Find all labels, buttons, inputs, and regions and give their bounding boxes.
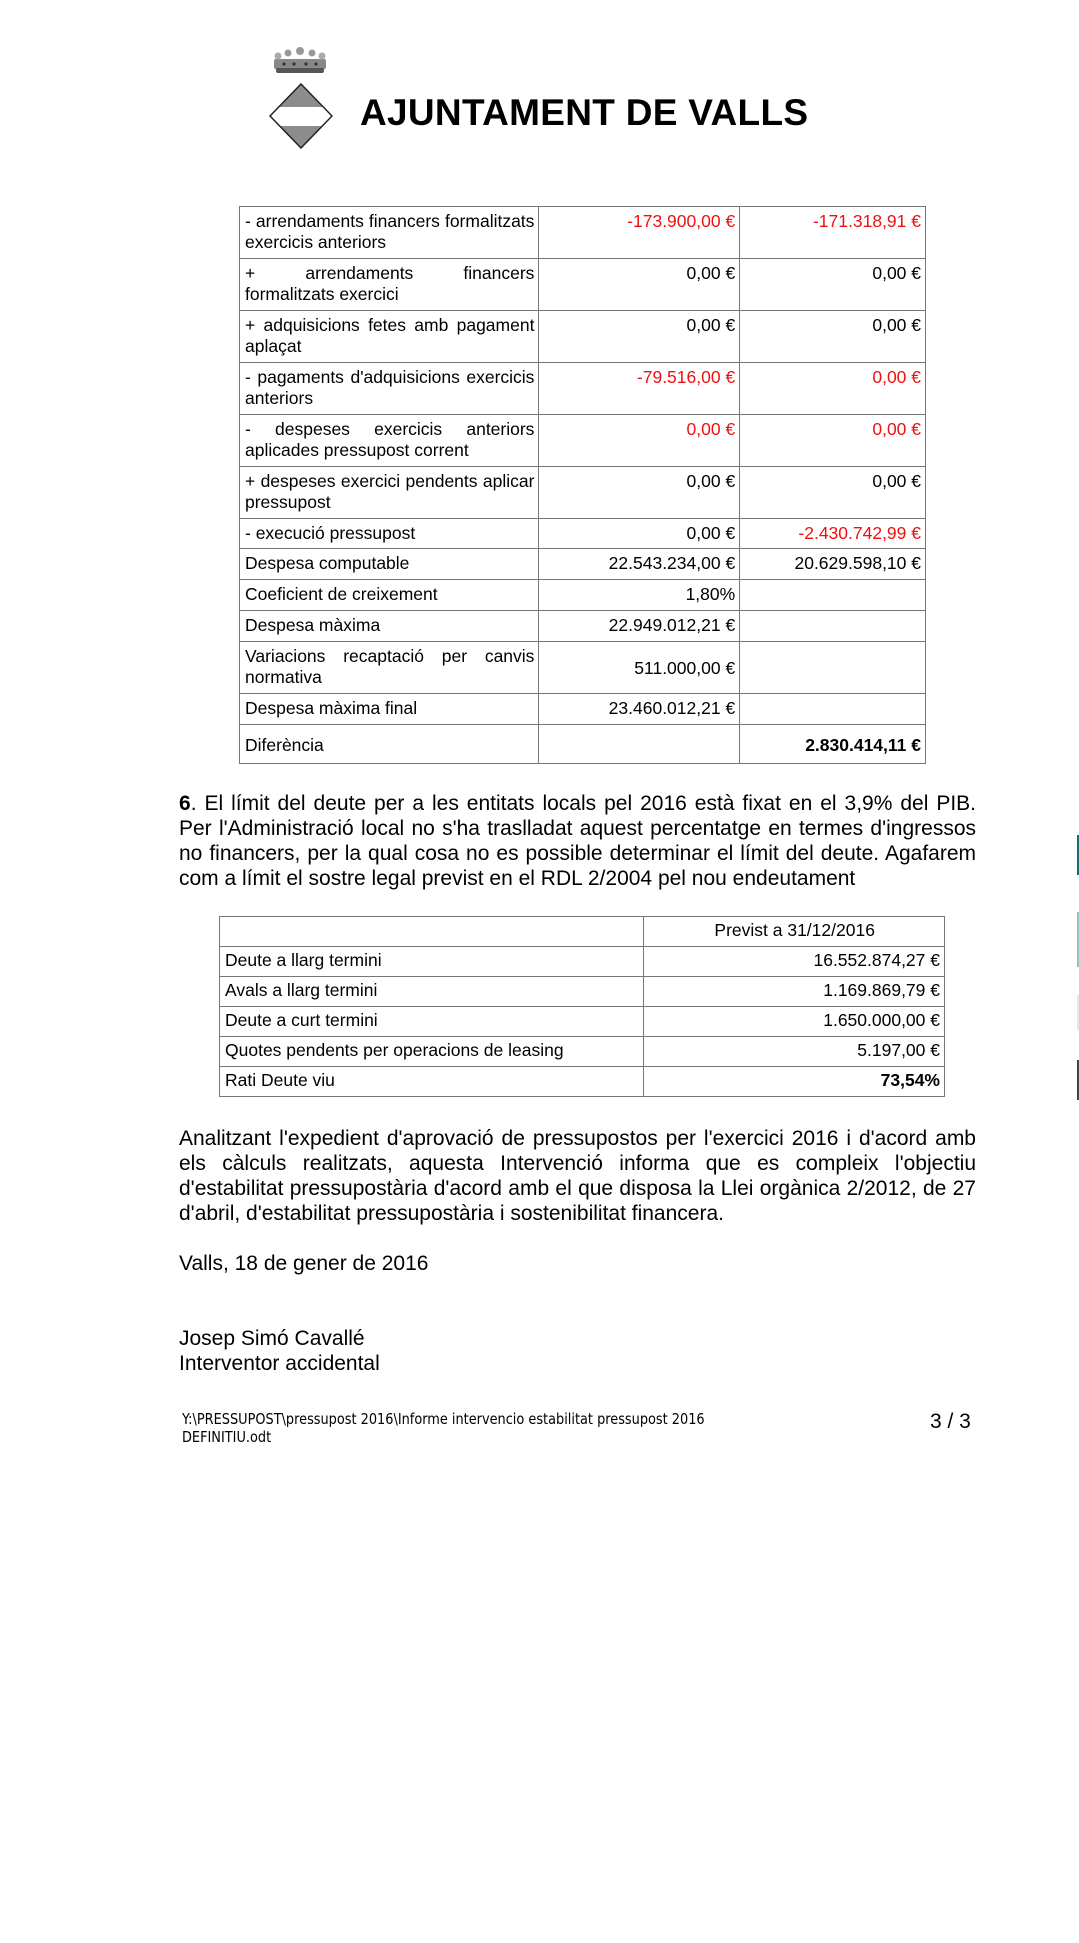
footer-file-path [182,1410,705,1446]
row-label: Despesa computable [240,549,539,580]
conclusion-paragraph: Analitzant l'expedient d'aprovació de pressupostos per l'exercici 2016 i d'acord amb els càlculs realitzats, aquesta Intervenció informa que es compleix l'objectiu d'estabilitat pressupostària d'acord amb el que disposa la Llei orgànica 2/2012, de 27 d'abril, d'estabilitat pressupostària i sostenibilitat financera. [179,1127,976,1225]
organization-title: AJUNTAMENT DE VALLS [360,92,809,133]
row-label: - despeses exercicis anteriors aplicades pressupost corrent [240,415,539,467]
value-col-2 [740,694,926,725]
row-label: Diferència [240,725,539,764]
value-col-2 [740,580,926,611]
debt-table-row [220,1037,945,1067]
spending-table-row [240,725,926,764]
value-col-2: 0,00 € [740,311,926,363]
value-col-2: 0,00 € [740,363,926,415]
value-col-1: -173.900,00 € [539,207,740,259]
debt-label: Rati Deute viu [220,1067,644,1097]
debt-table-row [220,1067,945,1097]
spending-table-row [240,611,926,642]
debt-value: 5.197,00 € [644,1037,945,1067]
value-col-1: 22.543.234,00 € [539,549,740,580]
value-col-1: 1,80% [539,580,740,611]
value-col-1: 0,00 € [539,415,740,467]
section-6-paragraph [179,791,976,891]
value-col-2: 0,00 € [740,415,926,467]
spending-table-row [240,207,926,259]
row-label: - execució pressupost [240,519,539,549]
debt-value: 1.650.000,00 € [644,1007,945,1037]
debt-table-row [220,977,945,1007]
page-number: 3 / 3 [930,1410,971,1433]
value-col-2: 20.629.598,10 € [740,549,926,580]
value-col-2 [740,611,926,642]
value-col-2: 2.830.414,11 € [740,725,926,764]
row-label: Variacions recaptació per canvis normativa [240,642,539,694]
spending-table-row [240,580,926,611]
city-date: Valls, 18 de gener de 2016 [179,1252,429,1275]
shield-icon [269,83,333,149]
footer-path-line-2: DEFINITIU.odt [182,1428,272,1446]
row-label: - arrendaments financers formalitzats exercicis anteriors [240,207,539,259]
value-col-1: 0,00 € [539,311,740,363]
signer-name: Josep Simó Cavallé [179,1327,365,1350]
debt-value: 73,54% [644,1067,945,1097]
spending-table-row [240,467,926,519]
value-col-2: -2.430.742,99 € [740,519,926,549]
value-col-2: 0,00 € [740,467,926,519]
debt-table-row [220,1007,945,1037]
debt-value: 1.169.869,79 € [644,977,945,1007]
debt-table-row [220,947,945,977]
value-col-1: 511.000,00 € [539,642,740,694]
signer-role: Interventor accidental [179,1352,380,1375]
spending-table-row [240,642,926,694]
row-label: + arrendaments financers formalitzats exercici [240,259,539,311]
debt-header-value: Previst a 31/12/2016 [644,917,945,947]
debt-label: Quotes pendents per operacions de leasing [220,1037,644,1067]
row-label: Despesa màxima [240,611,539,642]
spending-table-row [240,694,926,725]
debt-label: Avals a llarg termini [220,977,644,1007]
debt-header-label [220,917,644,947]
value-col-1: 0,00 € [539,467,740,519]
value-col-1: 0,00 € [539,519,740,549]
debt-table [219,916,945,1097]
section-number: 6 [179,792,191,815]
value-col-1: 22.949.012,21 € [539,611,740,642]
value-col-2: -171.318,91 € [740,207,926,259]
crown-icon [270,47,330,77]
row-label: Coeficient de creixement [240,580,539,611]
debt-label: Deute a llarg termini [220,947,644,977]
debt-value: 16.552.874,27 € [644,947,945,977]
row-label: + despeses exercici pendents aplicar pressupost [240,467,539,519]
spending-rule-table [239,206,926,764]
footer-path-line-1: Y:\PRESSUPOST\pressupost 2016\Informe intervencio estabilitat pressupost 2016 [182,1410,705,1428]
spending-table-row [240,259,926,311]
debt-label: Deute a curt termini [220,1007,644,1037]
value-col-1: -79.516,00 € [539,363,740,415]
spending-table-row [240,519,926,549]
row-label: Despesa màxima final [240,694,539,725]
row-label: - pagaments d'adquisicions exercicis anteriors [240,363,539,415]
spending-table-row [240,549,926,580]
debt-table-header-row [220,917,945,947]
value-col-2: 0,00 € [740,259,926,311]
value-col-1: 0,00 € [539,259,740,311]
value-col-2 [740,642,926,694]
section-6-text: . El límit del deute per a les entitats locals pel 2016 està fixat en el 3,9% del PIB. Per l'Administració local no s'ha traslladat aquest percentatge en termes d'ingressos no financers, per la qual cosa no es possible determinar el límit del deute. Agafarem com a límit el sostre legal previst en el RDL 2/2004 pel nou endeutament [179,792,976,890]
spending-table-row [240,363,926,415]
spending-table-row [240,415,926,467]
value-col-1 [539,725,740,764]
spending-table-row [240,311,926,363]
value-col-1: 23.460.012,21 € [539,694,740,725]
row-label: + adquisicions fetes amb pagament aplaçat [240,311,539,363]
